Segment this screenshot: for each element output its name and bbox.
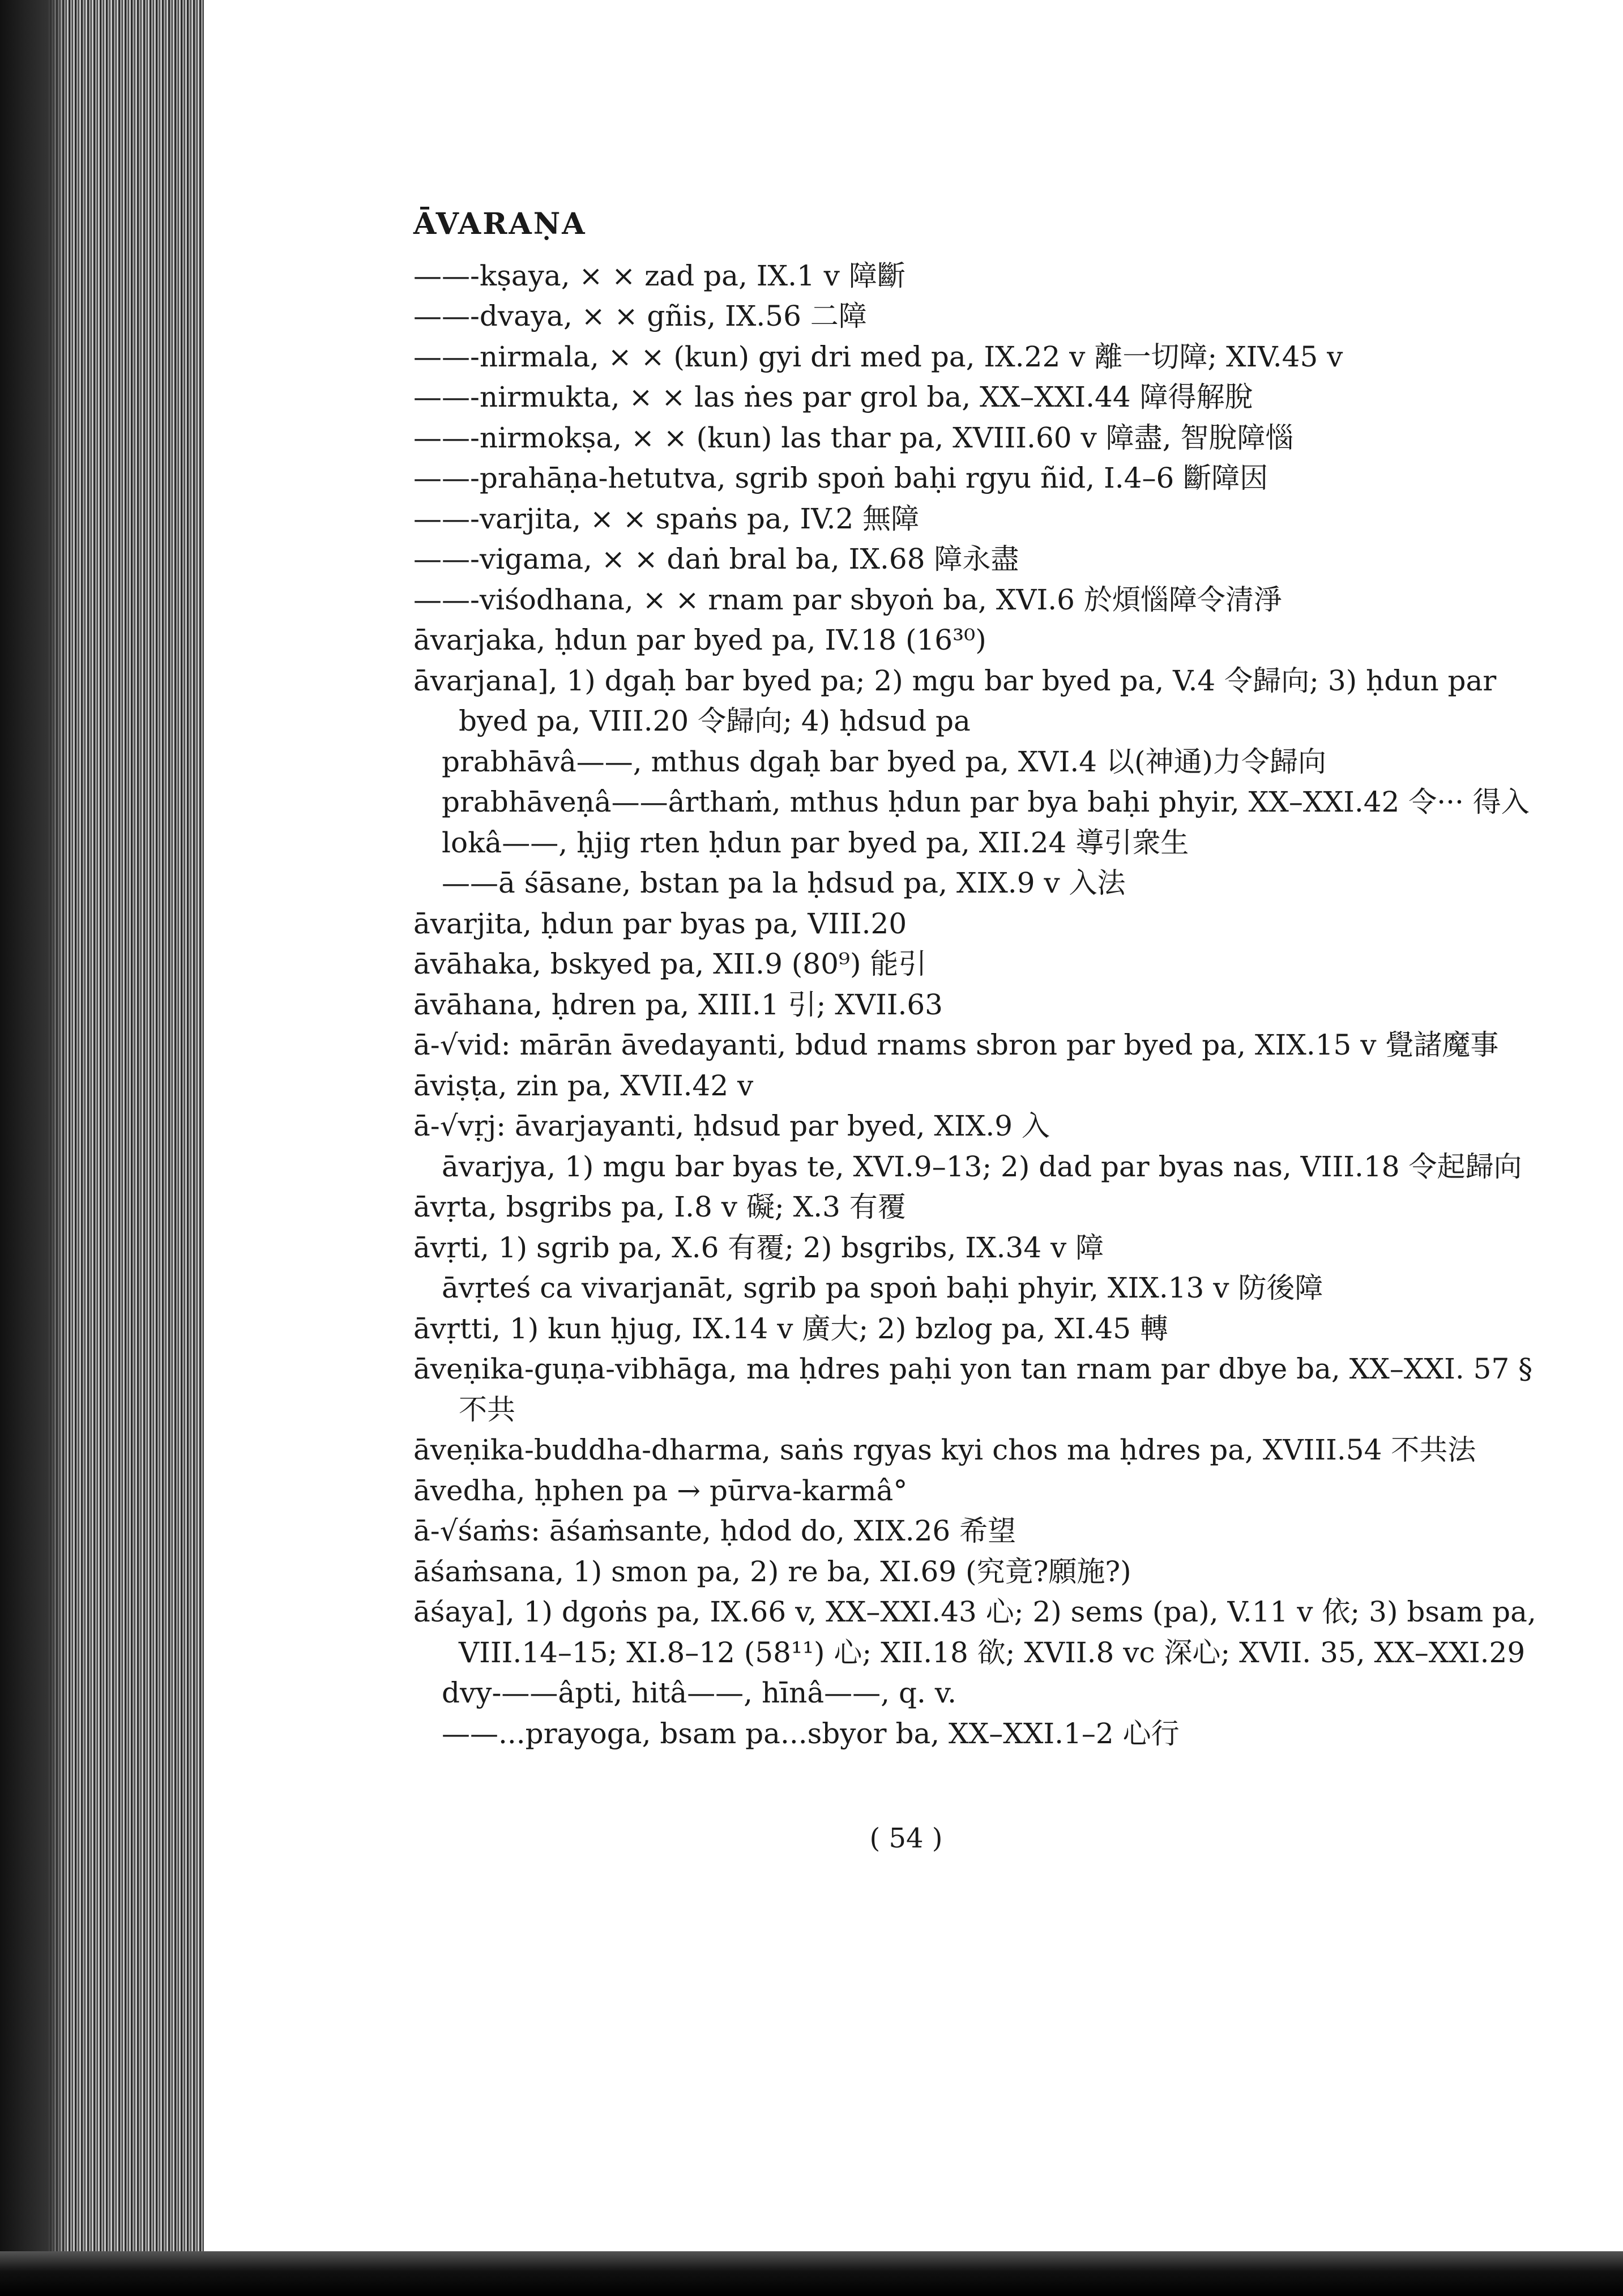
entry-avenika-buddha-dharma: āveṇika-buddha-dharma, saṅs rgyas kyi chos ma ḥdres pa, XVIII.54 不共法	[413, 1433, 1476, 1466]
entry-prabhavena: prabhāveṇâ——ârthaṁ, mthus ḥdun par bya baḥi phyir, XX–XXI.42 令··· 得入	[442, 786, 1530, 818]
page-bottom-shadow	[0, 2251, 1623, 2296]
entry-dvy-apti: dvy-——âpti, hitâ——, hīnâ——, q. v.	[442, 1676, 956, 1709]
entry-prayoga: ——...prayoga, bsam pa...sbyor ba, XX–XXI.1–2 心行	[442, 1717, 1180, 1750]
entry-avrtti: āvṛtti, 1) kun ḥjug, IX.14 v 廣大; 2) bzlog pa, XI.45 轉	[413, 1312, 1168, 1345]
entry-avrta: āvṛta, bsgribs pa, I.8 v 礙; X.3 有覆	[413, 1190, 906, 1223]
page-heading: ĀVARAṆA	[413, 207, 587, 241]
entry-a-vid: ā-√vid: mārān āvedayanti, bdud rnams sbron par byed pa, XIX.15 v 覺諸魔事	[413, 1028, 1499, 1061]
entry-a-sasane: ——ā śāsane, bstan pa la ḥdsud pa, XIX.9 v 入法	[442, 867, 1126, 899]
page-number: ( 54 )	[869, 1823, 943, 1854]
entry-a-sams: ā-√śaṁs: āśaṁsante, ḥdod do, XIX.26 希望	[413, 1514, 1016, 1547]
entry-nirmukta: ——-nirmukta, × × las ṅes par grol ba, XX–XXI.44 障得解脫	[413, 381, 1253, 413]
entry-nirmala: ——-nirmala, × × (kun) gyi dri med pa, IX.22 v 離一切障; XIV.45 v	[413, 340, 1343, 373]
entry-avarjya: āvarjya, 1) mgu bar byas te, XVI.9–13; 2) dad par byas nas, VIII.18 令起歸向	[442, 1150, 1522, 1183]
entry-visodhana: ——-viśodhana, × × rnam par sbyoṅ ba, XVI.6 於煩惱障令清淨	[413, 583, 1282, 616]
entry-dvaya: ——-dvaya, × × gñis, IX.56 二障	[413, 300, 867, 332]
entry-avedha: āvedha, ḥphen pa → pūrva-karmâ°	[413, 1474, 908, 1507]
dictionary-page	[413, 204, 1540, 1754]
entry-vigama: ——-vigama, × × daṅ bral ba, IX.68 障永盡	[413, 543, 1019, 575]
entry-asamsana: āśaṁsana, 1) smon pa, 2) re ba, XI.69 (究竟?願施?)	[413, 1555, 1131, 1588]
entry-varjita: ——-varjita, × × spaṅs pa, IV.2 無障	[413, 502, 920, 535]
entry-a-vrj: ā-√vṛj: āvarjayanti, ḥdsud par byed, XIX.9 入	[413, 1109, 1050, 1142]
book-spine-shadow	[0, 0, 68, 2260]
entry-avista: āviṣṭa, zin pa, XVII.42 v	[413, 1069, 754, 1102]
entry-avenika-guna-vibhaga: āveṇika-guṇa-vibhāga, ma ḥdres paḥi yon tan rnam par dbye ba, XX–XXI. 57 § 不共	[413, 1352, 1533, 1426]
entry-loka: lokâ——, ḥjig rten ḥdun par byed pa, XII.24 導引衆生	[442, 826, 1189, 859]
entry-ksaya: ——-kṣaya, × × zad pa, IX.1 v 障斷	[413, 259, 906, 292]
entry-avarjana: āvarjana], 1) dgaḥ bar byed pa; 2) mgu bar byed pa, V.4 令歸向; 3) ḥdun par byed pa, VIII.20 令歸向; 4) ḥdsud pa	[413, 664, 1497, 737]
entry-avrtes: āvṛteś ca vivarjanāt, sgrib pa spoṅ baḥi phyir, XIX.13 v 防後障	[442, 1271, 1323, 1304]
entry-avrti: āvṛti, 1) sgrib pa, X.6 有覆; 2) bsgribs, IX.34 v 障	[413, 1231, 1104, 1264]
entry-prabhava: prabhāvâ——, mthus dgaḥ bar byed pa, XVI.4 以(神通)力令歸向	[442, 745, 1326, 778]
entry-avahana: āvāhana, ḥdren pa, XIII.1 引; XVII.63	[413, 988, 943, 1021]
entry-nirmoksa: ——-nirmokṣa, × × (kun) las thar pa, XVIII.60 v 障盡, 智脫障惱	[413, 421, 1294, 454]
entry-avarjita: āvarjita, ḥdun par byas pa, VIII.20	[413, 907, 907, 940]
entry-avarjaka: āvarjaka, ḥdun par byed pa, IV.18 (16³⁰)	[413, 624, 986, 656]
entry-asaya: āśaya], 1) dgoṅs pa, IX.66 v, XX–XXI.43 心; 2) sems (pa), V.11 v 依; 3) bsam pa, VIII.14–15; XI.8–12 (58¹¹) 心; XII.18 欲; XVII.8 vc 深心; XVII. 35, XX–XXI.29	[413, 1595, 1536, 1669]
entry-prahana-hetutva: ——-prahāṇa-hetutva, sgrib spoṅ baḥi rgyu ñid, I.4–6 斷障因	[413, 462, 1268, 494]
entry-avahaka: āvāhaka, bskyed pa, XII.9 (80⁹) 能引	[413, 948, 927, 980]
